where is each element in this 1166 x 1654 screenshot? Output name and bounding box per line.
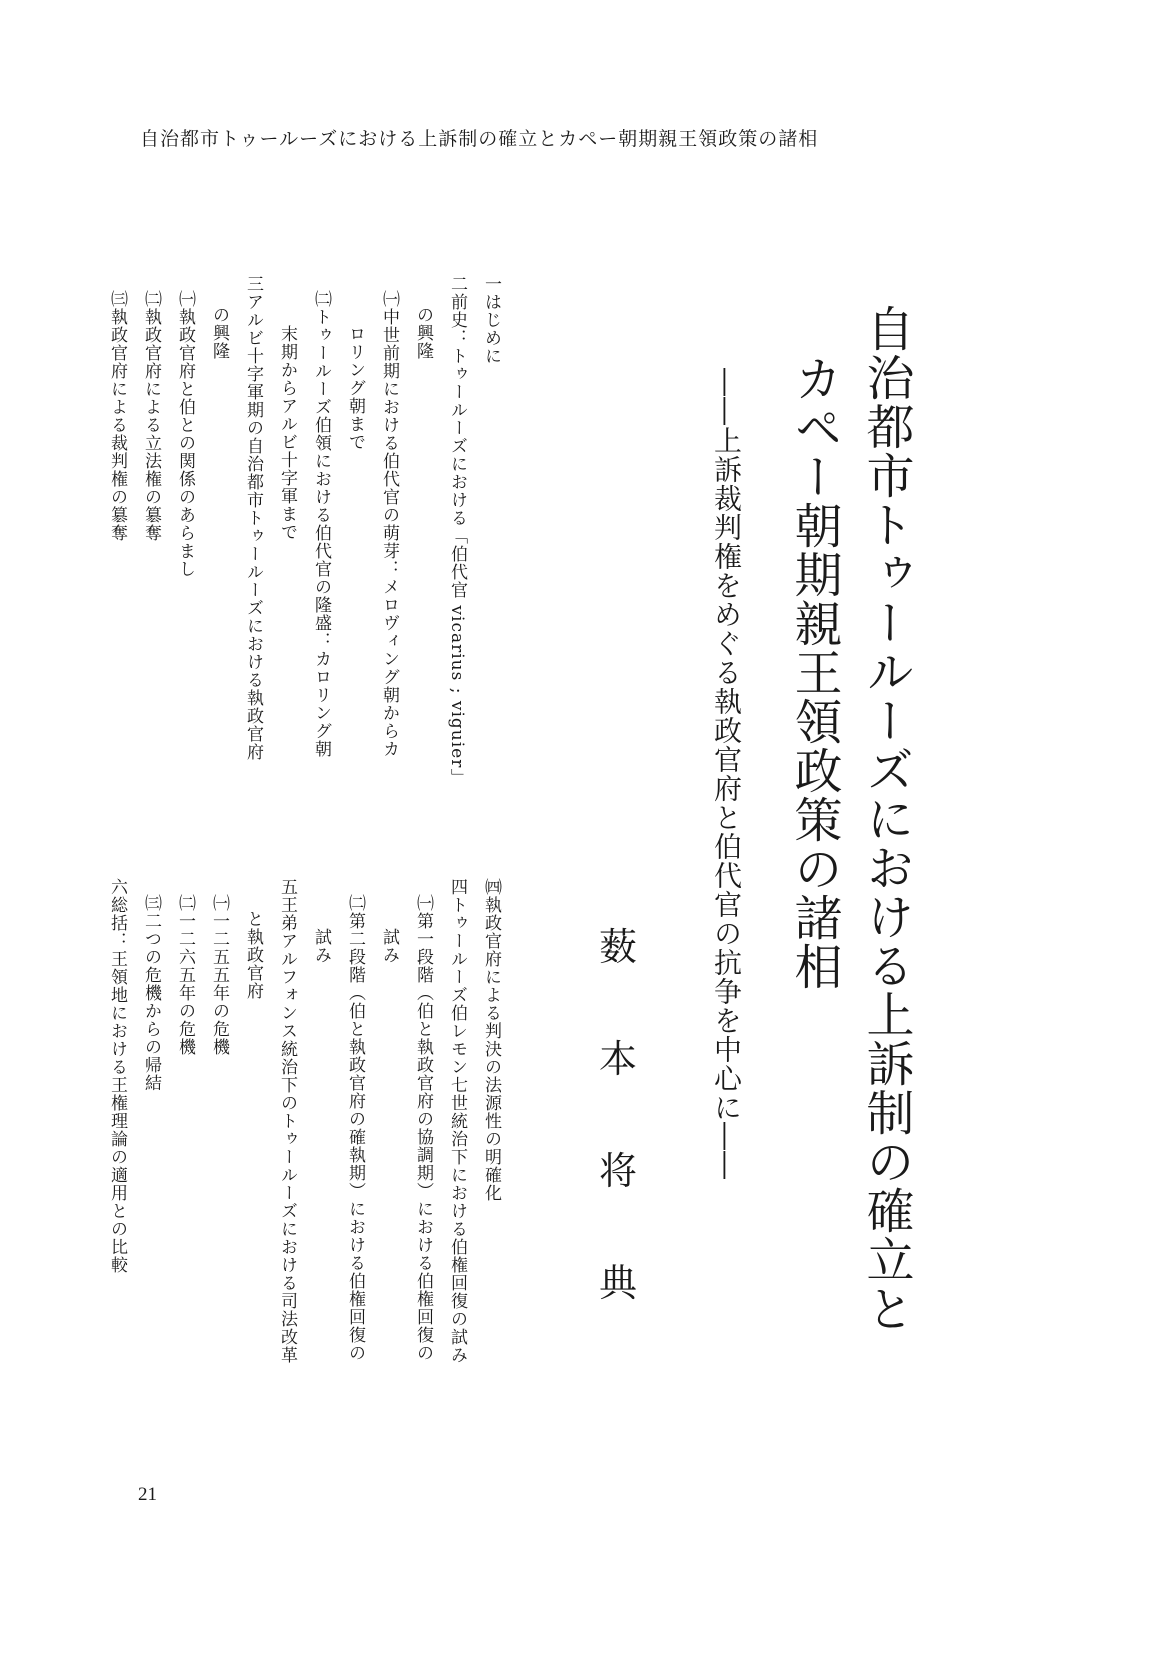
toc-entry xyxy=(142,290,171,542)
toc-entry xyxy=(414,894,443,1362)
toc-entry-number: ㈡ xyxy=(345,894,365,912)
toc-entry-text: 執政官府による立法権の簒奪 xyxy=(141,308,161,542)
toc-entry-text: トゥールーズ伯レモン七世統治下における伯権回復の試み xyxy=(447,896,467,1364)
toc-entry-continuation xyxy=(380,928,397,964)
toc-entry xyxy=(108,290,137,542)
article-title-line-2: カペー朝期親王領政策の諸相 xyxy=(786,354,842,991)
toc-entry-number: 五 xyxy=(277,878,297,896)
toc-entry-text: 試み xyxy=(311,928,331,964)
toc-entry-text: 第一段階（伯と執政官府の協調期）における伯権回復の xyxy=(413,912,433,1362)
toc-entry xyxy=(448,275,477,786)
toc-entry xyxy=(176,290,205,578)
toc-entry-number: ㈡ xyxy=(311,290,331,308)
toc-entry xyxy=(312,290,341,758)
toc-entry-text: はじめに xyxy=(481,293,501,365)
toc-entry-number: 六 xyxy=(107,878,127,896)
toc-entry xyxy=(278,878,307,1364)
running-header: 自治都市トゥールーズにおける上訴制の確立とカペー朝期親王領政策の諸相 xyxy=(140,128,819,150)
toc-entry xyxy=(380,290,409,758)
toc-entry-number: 一 xyxy=(481,275,501,293)
toc-entry-number: 二 xyxy=(447,275,467,293)
toc-entry-text: 二つの危機からの帰結 xyxy=(141,912,161,1092)
author-char: 典 xyxy=(598,1261,637,1305)
toc-entry-number: 三 xyxy=(243,275,263,293)
toc-entry-number: ㈠ xyxy=(379,290,399,308)
toc-entry xyxy=(142,894,171,1092)
toc-entry-text: 試み xyxy=(379,928,399,964)
toc-entry xyxy=(346,894,375,1362)
toc-entry-text: 王弟アルフォンス統治下のトゥールーズにおける司法改革 xyxy=(277,896,297,1364)
toc-entry xyxy=(448,878,477,1364)
author-char: 薮 xyxy=(598,925,637,969)
toc-entry-text: アルビ十字軍期の自治都市トゥールーズにおける執政官府 xyxy=(243,293,263,761)
toc-entry-number: ㈢ xyxy=(107,290,127,308)
toc-entry xyxy=(482,878,511,1202)
page-number: 21 xyxy=(138,1484,157,1505)
toc-entry-continuation xyxy=(278,325,295,541)
toc-entry-text: 執政官府による判決の法源性の明確化 xyxy=(481,896,501,1202)
toc-entry-text: 末期からアルビ十字軍まで xyxy=(277,325,297,541)
toc-entry xyxy=(108,878,137,1274)
toc-entry-text: の興隆 xyxy=(413,306,433,360)
toc-entry-text: ロリング朝まで xyxy=(345,325,365,451)
toc-entry-continuation xyxy=(312,928,329,964)
toc-entry-text: 一二五五年の危機 xyxy=(209,912,229,1056)
toc-entry-number: ㈠ xyxy=(413,894,433,912)
author-char: 将 xyxy=(598,1149,637,1193)
toc-entry-continuation xyxy=(244,910,261,1000)
toc-entry-text: 中世前期における伯代官の萌芽：メロヴィング朝からカ xyxy=(379,308,399,758)
toc-entry-number: ㈣ xyxy=(481,878,501,896)
toc-entry-text: 第二段階（伯と執政官府の確執期）における伯権回復の xyxy=(345,912,365,1362)
toc-entry-continuation xyxy=(210,306,227,360)
toc-entry-number: ㈠ xyxy=(175,290,195,308)
toc-entry-text: 執政官府による裁判権の簒奪 xyxy=(107,308,127,542)
toc-entry-text: 執政官府と伯との関係のあらまし xyxy=(175,308,195,578)
toc-entry xyxy=(482,275,511,365)
toc-entry-text: 総括：王領地における王権理論の適用との比較 xyxy=(107,896,127,1274)
toc-entry-number: 四 xyxy=(447,878,467,896)
toc-entry-text: の興隆 xyxy=(209,306,229,360)
author-char: 本 xyxy=(598,1037,637,1081)
toc-entry-text: 一二六五年の危機 xyxy=(175,912,195,1056)
toc-entry-continuation xyxy=(346,325,363,451)
toc-entry xyxy=(176,894,205,1056)
article-subtitle: ――上訴裁判権をめぐる執政官府と伯代官の抗争を中心に―― xyxy=(710,368,743,1180)
article-title-line-1: 自治都市トゥールーズにおける上訴制の確立と xyxy=(858,304,914,1333)
toc-entry-number: ㈢ xyxy=(141,894,161,912)
toc-entry-text: トゥールーズ伯領における伯代官の隆盛：カロリング朝 xyxy=(311,308,331,758)
toc-entry-text: と執政官府 xyxy=(243,910,263,1000)
toc-entry xyxy=(244,275,273,761)
toc-entry xyxy=(210,894,239,1056)
toc-entry-number: ㈡ xyxy=(141,290,161,308)
toc-entry-number: ㈠ xyxy=(209,894,229,912)
toc-entry-continuation xyxy=(414,306,431,360)
toc-entry-text: 前史：トゥールーズにおける「伯代官 vicarius ; viguier」 xyxy=(447,293,467,787)
toc-entry-number: ㈡ xyxy=(175,894,195,912)
